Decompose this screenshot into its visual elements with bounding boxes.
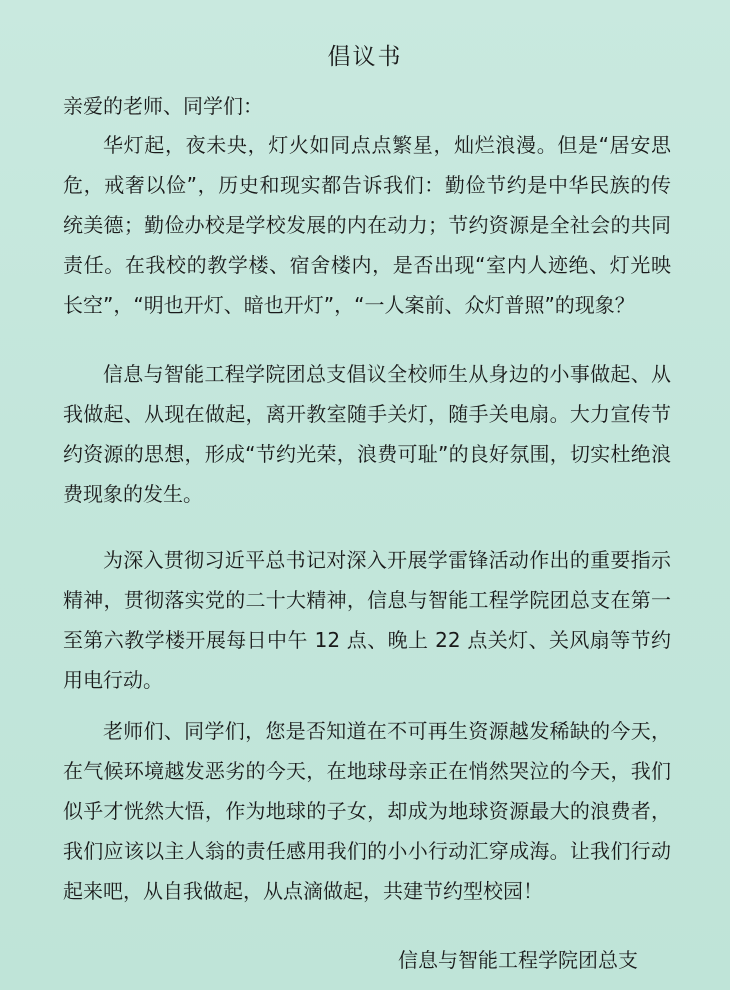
salutation: 亲爱的老师、同学们： <box>63 94 263 118</box>
signature: 信息与智能工程学院团总支 <box>398 948 638 972</box>
paragraph-2: 信息与智能工程学院团总支倡议全校师生从身边的小事做起、从我做起、从现在做起，离开教室随手关灯，随手关电扇。大力宣传节约资源的思想，形成“节约光荣，浪费可耻”的良好氛围，切实杜绝浪费现象的发生。 <box>63 362 671 506</box>
document-title: 倡议书 <box>327 44 403 70</box>
paragraph-1: 华灯起，夜未央，灯火如同点点繁星，灿烂浪漫。但是“居安思危，戒奢以俭”，历史和现实都告诉我们：勤俭节约是中华民族的传统美德；勤俭办校是学校发展的内在动力；节约资源是全社会的共同责任。在我校的教学楼、宿舍楼内，是否出现“室内人迹绝、灯光映长空”，“明也开灯、暗也开灯”，“一人案前、众灯普照”的现象？ <box>63 133 671 317</box>
paragraph-4: 老师们、同学们，您是否知道在不可再生资源越发稀缺的今天，在气候环境越发恶劣的今天，在地球母亲正在悄然哭泣的今天，我们似乎才恍然大悟，作为地球的子女，却成为地球资源最大的浪费者，我们应该以主人翁的责任感用我们的小小行动汇穿成海。让我们行动起来吧，从自我做起，从点滴做起，共建节约型校园！ <box>63 719 671 903</box>
paragraph-3: 为深入贯彻习近平总书记对深入开展学雷锋活动作出的重要指示精神，贯彻落实党的二十大精神，信息与智能工程学院团总支在第一至第六教学楼开展每日中午 12 点、晚上 22 点关灯、关风扇等节约用电行动。 <box>63 548 671 692</box>
